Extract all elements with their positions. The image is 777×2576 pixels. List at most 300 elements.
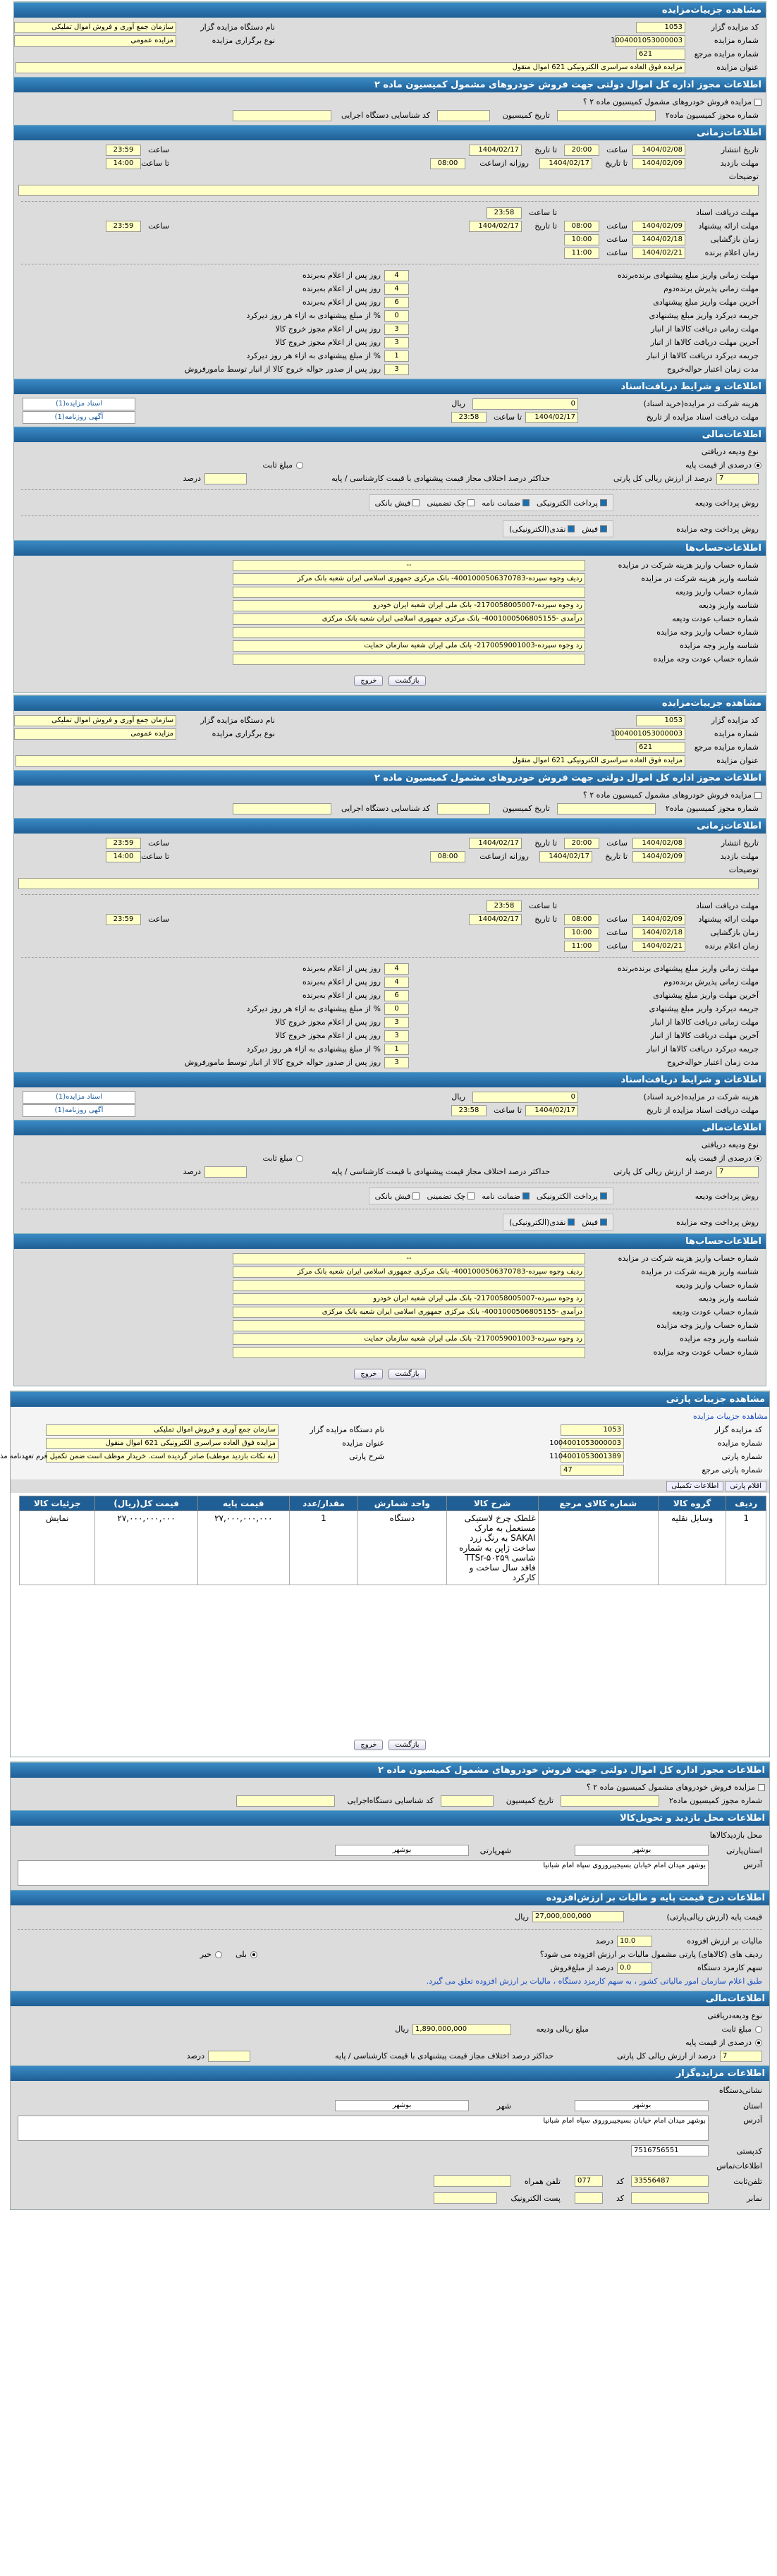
fax-code-label: کد (616, 2193, 624, 2203)
ref-label: شماره مزایده مرجع (694, 743, 759, 752)
rial-unit: ریال (451, 1092, 465, 1101)
acc8-field (233, 1347, 585, 1358)
permit-org-label: کد شناسایی دستگاه‌اجرایی (347, 1796, 434, 1805)
pb-slip-label: فیش (582, 1217, 598, 1227)
d8-field: 3 (384, 1057, 409, 1068)
permit-num-field (561, 1795, 659, 1807)
table-cell: ۲۷,۰۰۰,۰۰۰,۰۰۰ (197, 1511, 289, 1585)
offer-label: مهلت ارائه پیشنهاد (698, 915, 759, 924)
ad-button[interactable]: آگهی روزنامه(1) (23, 1104, 135, 1117)
pb-cash-checkbox[interactable] (568, 525, 575, 532)
table-cell: 1 (726, 1511, 766, 1585)
table-cell: ۲۷,۰۰۰,۰۰۰,۰۰۰ (95, 1511, 197, 1585)
docdl-time: 23:58 (451, 412, 487, 423)
time-label: ساعت (148, 145, 169, 154)
pub-from-time: 20:00 (564, 838, 599, 849)
pct-field: 7 (716, 1166, 759, 1178)
d6-label: آخرین مهلت دریافت کالاها از انبار (650, 1031, 759, 1040)
fixed-amt-field: 1,890,000,000 (412, 2024, 511, 2035)
pub-label: تاریخ انتشار (721, 838, 759, 848)
rial-unit: ریال (515, 1912, 529, 1922)
tel-code-label: کد (616, 2176, 624, 2186)
exit-button[interactable]: خروج (354, 1740, 383, 1750)
org-label: نام دستگاه مزایده گزار (200, 716, 275, 725)
permit-date-label: تاریخ کمیسیون (506, 1796, 553, 1805)
desc-label: توضیحات (728, 172, 759, 181)
d1-label: مهلت زمانی واریز مبلغ پیشنهادی برنده‌برنده (617, 964, 759, 973)
rial-unit: ریال (395, 2025, 409, 2034)
d6-field: 3 (384, 1030, 409, 1042)
time-label: ساعت (148, 838, 169, 848)
pay-options (369, 494, 613, 511)
divider (21, 489, 759, 490)
offer-to-time: 23:59 (106, 221, 141, 232)
offer-from-time: 08:00 (564, 914, 599, 925)
loc-label: محل بازدیدکالاها (709, 1831, 762, 1840)
section-permit: اطلاعات مجوز اداره کل اموال دولتی جهت فروش خودروهای مشمول کمیسیون ماده ۲ (14, 770, 766, 786)
section-party: مشاهده جزییات پارتی (11, 1391, 769, 1407)
acc5-field: درآمدی -4001000506805155- بانک مرکزی جمهوری اسلامی ایران شعبه بانک مرکزی (233, 1307, 585, 1318)
permit-date-label: تاریخ کمیسیون (502, 111, 550, 120)
addr-field: بوشهر میدان امام خیابان بسیجیبروروی سپاه امام شبانیا (18, 1860, 709, 1886)
column-header: مقدار/عدد (289, 1496, 357, 1511)
divider (18, 1929, 762, 1930)
exit-button[interactable]: خروج (354, 676, 383, 686)
permit-date-label: تاریخ کمیسیون (502, 804, 550, 813)
column-header: قیمت پایه (197, 1496, 289, 1511)
d8-unit: روز پس از صدور حواله خروج کالا از انبار توسط مامورفروش (184, 365, 381, 374)
d5-field: 3 (384, 1017, 409, 1028)
d7-unit: % از مبلغ پیشنهادی به ازاء هر روز دیرکرد (246, 351, 381, 360)
pub-from: 1404/02/08 (632, 838, 685, 849)
d6-label: آخرین مهلت دریافت کالاها از انبار (650, 338, 759, 347)
visit-to-time: 14:00 (106, 851, 141, 862)
until-label: تا تاریخ (534, 838, 557, 848)
acc6-field (233, 627, 585, 638)
title-label: عنوان مزایده (716, 63, 759, 72)
visit-from-time: 08:00 (430, 851, 465, 862)
phone-label: تلفن همراه (524, 2176, 561, 2186)
pay-options (369, 1188, 613, 1204)
visit-label: مهلت بازدید (720, 852, 759, 861)
section-accounts: اطلاعات‌حساب‌ها (14, 1233, 766, 1249)
code-label: کد مزایده گزار (714, 1425, 762, 1434)
pct-radio[interactable] (754, 462, 761, 469)
host-prov-select[interactable]: بوشهر (575, 2100, 709, 2111)
party-panel (0, 1391, 770, 1757)
pay-guarantee-label: ضمانت نامه (482, 1191, 520, 1201)
exit-button[interactable]: خروج (354, 1369, 383, 1379)
d2-unit: روز پس از اعلام به‌برنده (302, 977, 381, 987)
acc2-field: ردیف وجوه سپرده-4001000506370783- بانک مرکزی جمهوری اسلامی ایران شعبه بانک مرکز (233, 573, 585, 585)
title-label: عنوان مزایده (342, 1439, 384, 1448)
acc4-label: شناسه واریز ودیعه (698, 1294, 759, 1303)
host-addr-label: آدرس (743, 2116, 762, 2125)
acc4-field: رد وجوه سپرده-2170058005007- بانک ملی ایران شعبه ایران خودرو (233, 600, 585, 611)
visit-from: 1404/02/09 (632, 158, 685, 169)
share-label: سهم کارمزد دستگاه (697, 1963, 762, 1972)
time-label: ساعت (148, 915, 169, 924)
permit-date-field (441, 1795, 494, 1807)
section-auction-details: مشاهده جزییات‌مزایده (14, 2, 766, 18)
fixed-radio[interactable] (296, 1155, 303, 1162)
fixed-radio[interactable] (755, 2026, 762, 2033)
until-label: تا تاریخ (534, 221, 557, 231)
acc7-label: شناسه واریز وجه مزایده (680, 641, 759, 650)
column-header: گروه کالا (658, 1496, 726, 1511)
pub-from-time: 20:00 (564, 145, 599, 156)
time-label: ساعت (606, 145, 628, 154)
city-label: شهرپارتی (479, 1845, 511, 1855)
max-unit: درصد (186, 2051, 204, 2061)
visit-to-time: 14:00 (106, 158, 141, 169)
back-button[interactable]: بازگشت (388, 1369, 425, 1379)
rial-unit: ریال (451, 399, 465, 408)
open-time: 10:00 (564, 234, 599, 245)
permit-checkbox[interactable] (754, 792, 761, 799)
email-field (434, 2192, 497, 2204)
fee-field: 0 (472, 398, 578, 410)
max-field (208, 2051, 250, 2062)
until-time-label: تا ساعت (494, 413, 522, 422)
pct-field: 7 (720, 2051, 762, 2062)
acc3-field (233, 587, 585, 598)
vat-yes-label: بلی (235, 1950, 247, 1959)
pay-bid-label: روش پرداخت وجه مزایده (676, 524, 759, 534)
table-cell: 1 (289, 1511, 357, 1585)
tab-party-items[interactable]: اقلام پارتی (725, 1481, 766, 1491)
host-addr-title: نشانی‌دستگاه (718, 2086, 762, 2095)
contact-label: اطلاعات‌تماس (716, 2161, 762, 2171)
desc-label: توضیحات (728, 865, 759, 874)
vat-question: ردیف های (کالاهای) پارتی مشمول مالیات بر ارزش افزوده می شود؟ (539, 1950, 762, 1959)
code-label: کد مزایده گزار (711, 716, 759, 725)
d3-field: 6 (384, 297, 409, 308)
party-extra-panel (10, 1762, 770, 2210)
max-unit: درصد (183, 1167, 201, 1176)
d2-label: مهلت زمانی پذیرش برنده‌دوم (663, 977, 759, 987)
fee-label: هزینه شرکت در مزایده(خرید اسناد) (643, 399, 759, 408)
permit-num-label: شماره مجوز کمیسیون ماده۲ (665, 804, 759, 813)
pct-label: درصدی از قیمت پایه (685, 1154, 752, 1163)
section-time: اطلاعات‌زمانی (14, 125, 766, 140)
pb-cash-checkbox[interactable] (568, 1219, 575, 1226)
pb-slip-checkbox[interactable] (600, 525, 607, 532)
time-label: ساعت (148, 221, 169, 231)
ad-button[interactable]: آگهی روزنامه(1) (23, 411, 135, 424)
pref-field: 47 (561, 1465, 624, 1476)
column-header: ردیف (726, 1496, 766, 1511)
fixed-radio[interactable] (296, 462, 303, 469)
offer-label: مهلت ارائه پیشنهاد (698, 221, 759, 231)
docdl-date: 1404/02/17 (525, 412, 578, 423)
acc2-field: ردیف وجوه سپرده-4001000506370783- بانک مرکزی جمهوری اسلامی ایران شعبه بانک مرکز (233, 1266, 585, 1278)
share-unit: درصد از مبلغ‌فروش (550, 1963, 613, 1972)
d5-unit: روز پس از اعلام مجوز خروج کالا (275, 1018, 381, 1027)
pnum-label: شماره پارتی (721, 1452, 762, 1461)
acc1-field: -- (233, 560, 585, 571)
auction-details-link[interactable]: مشاهده جزییات مزایده (693, 1412, 768, 1421)
items-table (19, 1496, 766, 1585)
d2-label: مهلت زمانی پذیرش برنده‌دوم (663, 284, 759, 293)
daily-label: روزانه ازساعت (479, 852, 529, 861)
section-time: اطلاعات‌زمانی (14, 818, 766, 834)
fax-code-field (575, 2192, 603, 2204)
details-link[interactable]: نمایش (20, 1511, 95, 1585)
pay-guarantee-checkbox[interactable] (522, 1192, 530, 1200)
time-label: ساعت (606, 221, 628, 231)
time-label: ساعت (606, 941, 628, 951)
pay-bid-options (503, 520, 613, 537)
announce-time: 11:00 (564, 941, 599, 952)
ref-label: شماره مزایده مرجع (694, 49, 759, 59)
prov-select[interactable]: بوشهر (575, 1845, 709, 1856)
acc8-field (233, 654, 585, 665)
permit-question: مزایده فروش خودروهای مشمول کمیسیون ماده ۲ ؟ (582, 97, 752, 106)
pay-cheque-checkbox[interactable] (467, 1192, 475, 1200)
d3-label: آخرین مهلت واریز مبلغ پیشنهادی (653, 298, 759, 307)
vat-yes-radio[interactable] (250, 1951, 257, 1958)
table-cell: غلطک چرخ لاستیکی مستعمل به مارک SAKAI به رنگ زرد ساخت ژاپن به شماره شاسی TTSr-۵۰۲۵۹ فاقد سال ساخت و کارکرد (446, 1511, 538, 1585)
acc2-label: شناسه واریز هزینه شرکت در مزایده (641, 1267, 759, 1276)
column-header: شماره کالای مرجع (538, 1496, 658, 1511)
permit-num-label: شماره مجوز کمیسیون ماده۲ (668, 1796, 762, 1805)
base-label: قیمت پایه (ارزش ریالی‌پارتی) (666, 1912, 762, 1922)
visit-from-time: 08:00 (430, 158, 465, 169)
prov-label: استان‌پارتی (726, 1845, 762, 1855)
fax-label: نمابر (747, 2193, 762, 2203)
permit-question: مزایده فروش خودروهای مشمول کمیسیون ماده ۲ ؟ (582, 790, 752, 800)
section-auction-details: مشاهده جزییات‌مزایده (14, 695, 766, 711)
permit-checkbox[interactable] (754, 99, 761, 106)
section-host: اطلاعات مزایده‌گزار (11, 2065, 769, 2081)
permit-checkbox[interactable] (758, 1784, 765, 1791)
docdl-date: 1404/02/17 (525, 1105, 578, 1116)
d8-label: مدت زمان اعتبار حواله‌خروج (666, 1058, 759, 1067)
tab-extra-info[interactable]: اطلاعات تکمیلی (666, 1481, 723, 1491)
title-field: مزایده فوق العاده سراسری الکترونیکی 621 اموال منقول (16, 62, 685, 73)
pct-label: درصدی از قیمت پایه (685, 460, 752, 470)
docdl-label: مهلت دریافت اسناد مزایده از تاریخ (646, 1106, 759, 1115)
pay-slip-checkbox[interactable] (412, 499, 420, 506)
title-label: عنوان مزایده (716, 756, 759, 765)
section-price: اطلاعات درج قیمت پایه و مالیات بر ارزش‌افزوده (11, 1890, 769, 1905)
table-row (20, 1511, 766, 1585)
until-label: تا تاریخ (534, 145, 557, 154)
vat-no-radio[interactable] (215, 1951, 222, 1958)
acc6-label: شماره حساب واریز وجه مزایده (656, 1321, 759, 1330)
phone-field (434, 2175, 511, 2187)
pay-bid-options (503, 1214, 613, 1231)
host-addr-field: بوشهر میدان امام خیابان بسیجیبروروی سپاه امام شبانیا (18, 2116, 709, 2141)
pref-label: شماره پارتی مرجع (702, 1465, 762, 1475)
max-label: حداکثر درصد اختلاف مجاز قیمت پیشنهادی با قیمت کارشناسی / پایه (335, 2051, 553, 2061)
num-field: 1004001053000003 (615, 728, 685, 740)
permit-num-label: شماره مجوز کمیسیون ماده۲ (665, 111, 759, 120)
pay-electronic-label: پرداخت الکترونیکی (537, 1191, 598, 1201)
d4-unit: % از مبلغ پیشنهادی به ازاء هر روز دیرکرد (246, 311, 381, 320)
pay-slip-checkbox[interactable] (412, 1192, 420, 1200)
acc1-label: شماره حساب واریز هزینه شرکت در مزایده (618, 561, 759, 570)
back-button[interactable]: بازگشت (388, 1740, 425, 1750)
docs-button[interactable]: اسناد مزایده(1) (23, 398, 135, 410)
city-select[interactable]: بوشهر (335, 1845, 469, 1856)
docs-button[interactable]: اسناد مزایده(1) (23, 1091, 135, 1104)
d4-field: 0 (384, 1003, 409, 1015)
pub-label: تاریخ انتشار (721, 145, 759, 154)
pb-cash-label: نقدی(الکترونیکی) (508, 524, 566, 534)
back-button[interactable]: بازگشت (388, 676, 425, 686)
num-label: شماره مزایده (714, 36, 759, 45)
d4-unit: % از مبلغ پیشنهادی به ازاء هر روز دیرکرد (246, 1004, 381, 1013)
desc-field (18, 878, 759, 889)
permit-org-label: کد شناسایی دستگاه اجرایی (341, 111, 430, 120)
permit-org-field (233, 110, 331, 121)
pnum-field: 1104001053001389 (561, 1451, 624, 1463)
acc5-label: شماره حساب عودت ودیعه (672, 1307, 759, 1317)
pay-electronic-checkbox[interactable] (600, 1192, 607, 1200)
d2-field: 4 (384, 283, 409, 295)
recv-time: 23:58 (487, 901, 522, 912)
time-label: ساعت (606, 235, 628, 244)
pct-radio[interactable] (754, 1155, 761, 1162)
type-field: مزایده عمومی (14, 35, 176, 47)
acc6-field (233, 1320, 585, 1331)
d3-unit: روز پس از اعلام به‌برنده (302, 298, 381, 307)
d3-field: 6 (384, 990, 409, 1001)
announce-date: 1404/02/21 (632, 941, 685, 952)
pct-radio[interactable] (755, 2039, 762, 2046)
acc5-field: درآمدی -4001000506805155- بانک مرکزی جمهوری اسلامی ایران شعبه بانک مرکزی (233, 614, 585, 625)
acc7-label: شناسه واریز وجه مزایده (680, 1334, 759, 1343)
num-label: شماره مزایده (714, 729, 759, 738)
max-label: حداکثر درصد اختلاف مجاز قیمت پیشنهادی با قیمت کارشناسی / پایه (331, 474, 550, 483)
d7-label: جریمه دیرکرد دریافت کالاها از انبار (646, 1044, 759, 1054)
divider (21, 957, 759, 958)
desc-field (18, 185, 759, 196)
party-desc-label: شرح پارتی (349, 1452, 384, 1461)
fee-field: 0 (472, 1092, 578, 1103)
acc1-field: -- (233, 1253, 585, 1264)
pay-label: روش پرداخت ودیعه (695, 498, 759, 508)
offer-from: 1404/02/09 (632, 221, 685, 232)
vat-pct: درصد (595, 1936, 613, 1946)
org-field: سازمان جمع آوری و فروش اموال تملیکی (14, 22, 176, 33)
dep-type-label: نوع ودیعه‌دریافتی (707, 2011, 762, 2020)
visit-to: 1404/02/17 (539, 158, 592, 169)
docdl-label: مهلت دریافت اسناد مزایده از تاریخ (646, 413, 759, 422)
offer-to: 1404/02/17 (469, 221, 522, 232)
org-label: نام دستگاه مزایده گزار (310, 1425, 384, 1434)
ref-field: 621 (636, 742, 685, 753)
pay-cheque-checkbox[interactable] (467, 499, 475, 506)
pub-to: 1404/02/17 (469, 145, 522, 156)
permit-org-field (233, 803, 331, 814)
permit-date-field (437, 110, 490, 121)
acc5-label: شماره حساب عودت ودیعه (672, 614, 759, 623)
d8-field: 3 (384, 364, 409, 375)
time-label: ساعت (606, 928, 628, 937)
host-prov-label: استان (742, 2101, 762, 2111)
tel-code-field: 077 (575, 2175, 603, 2187)
announce-label: زمان اعلام برنده (704, 941, 759, 951)
d7-label: جریمه دیرکرد دریافت کالاها از انبار (646, 351, 759, 360)
items-header-row (20, 1496, 766, 1511)
recv-label: مهلت دریافت اسناد (696, 208, 759, 217)
tel-label: تلفن‌ثابت (733, 2176, 762, 2186)
num-label: شماره مزایده (717, 1439, 762, 1448)
pay-cheque-label: چک تضمینی (427, 1191, 466, 1201)
until-time-label: تا ساعت (529, 901, 557, 910)
max-unit: درصد (183, 474, 201, 483)
d1-field: 4 (384, 963, 409, 975)
pay-electronic-checkbox[interactable] (600, 499, 607, 506)
pb-slip-label: فیش (582, 524, 598, 534)
pub-to-time: 23:59 (106, 145, 141, 156)
acc4-label: شناسه واریز ودیعه (698, 601, 759, 610)
visit-from: 1404/02/09 (632, 851, 685, 862)
code-field: 1053 (636, 22, 685, 33)
announce-label: زمان اعلام برنده (704, 248, 759, 257)
pub-from: 1404/02/08 (632, 145, 685, 156)
title-field: مزایده فوق العاده سراسری الکترونیکی 621 اموال منقول (16, 755, 685, 767)
fixed-amt-label: مبلغ ریالی ودیعه (536, 2025, 589, 2034)
items-area (11, 1493, 769, 1733)
column-header: قیمت کل(ریال) (95, 1496, 197, 1511)
offer-to: 1404/02/17 (469, 914, 522, 925)
pay-electronic-label: پرداخت الکترونیکی (537, 498, 598, 508)
d1-unit: روز پس از اعلام به‌برنده (302, 271, 381, 280)
announce-date: 1404/02/21 (632, 248, 685, 259)
org-label: نام دستگاه مزایده گزار (200, 23, 275, 32)
post-label: کدپستی (736, 2146, 762, 2156)
email-label: پست الکترونیک (510, 2193, 561, 2203)
title-field: مزایده فوق العاده سراسری الکترونیکی 621 اموال منقول (46, 1438, 279, 1449)
pct-label: درصدی از قیمت پایه (685, 2038, 752, 2047)
pb-slip-checkbox[interactable] (600, 1219, 607, 1226)
table-cell: وسایل نقلیه (658, 1511, 726, 1585)
section-docs: اطلاعات و شرایط دریافت‌اسناد (14, 1072, 766, 1087)
acc2-label: شناسه واریز هزینه شرکت در مزایده (641, 574, 759, 583)
acc8-label: شماره حساب عودت وجه مزایده (653, 1348, 759, 1357)
fixed-label: مبلغ ثابت (262, 1154, 293, 1163)
d5-label: مهلت زمانی دریافت کالاها از انبار (651, 1018, 759, 1027)
pct-unit: درصد از ارزش ریالی کل پارتی (616, 2051, 716, 2061)
pay-slip-label: فیش بانکی (374, 498, 411, 508)
pub-to-time: 23:59 (106, 838, 141, 849)
section-accounts: اطلاعات‌حساب‌ها (14, 540, 766, 556)
pct-unit: درصد از ارزش ریالی کل پارتی (613, 474, 712, 483)
permit-date-field (437, 803, 490, 814)
section-financial: اطلاعات‌مالی (11, 1991, 769, 2006)
column-header: جزئیات کالا (20, 1496, 95, 1511)
num-field: 1004001053000003 (615, 35, 685, 47)
until-time-label: تا ساعت (529, 208, 557, 217)
pay-cheque-label: چک تضمینی (427, 498, 466, 508)
time-label: ساعت (606, 915, 628, 924)
until-time-label: تا ساعت (494, 1106, 522, 1115)
ref-field: 621 (636, 49, 685, 60)
offer-from-time: 08:00 (564, 221, 599, 232)
acc6-label: شماره حساب واریز وجه مزایده (656, 628, 759, 637)
host-city-select[interactable]: بوشهر (335, 2100, 469, 2111)
d8-unit: روز پس از صدور حواله خروج کالا از انبار توسط مامورفروش (184, 1058, 381, 1067)
until-label: تا تاریخ (534, 915, 557, 924)
auction-details-panel (13, 695, 766, 1386)
acc1-label: شماره حساب واریز هزینه شرکت در مزایده (618, 1254, 759, 1263)
fixed-label: مبلغ ثابت (721, 2025, 752, 2034)
pay-guarantee-checkbox[interactable] (522, 499, 530, 506)
